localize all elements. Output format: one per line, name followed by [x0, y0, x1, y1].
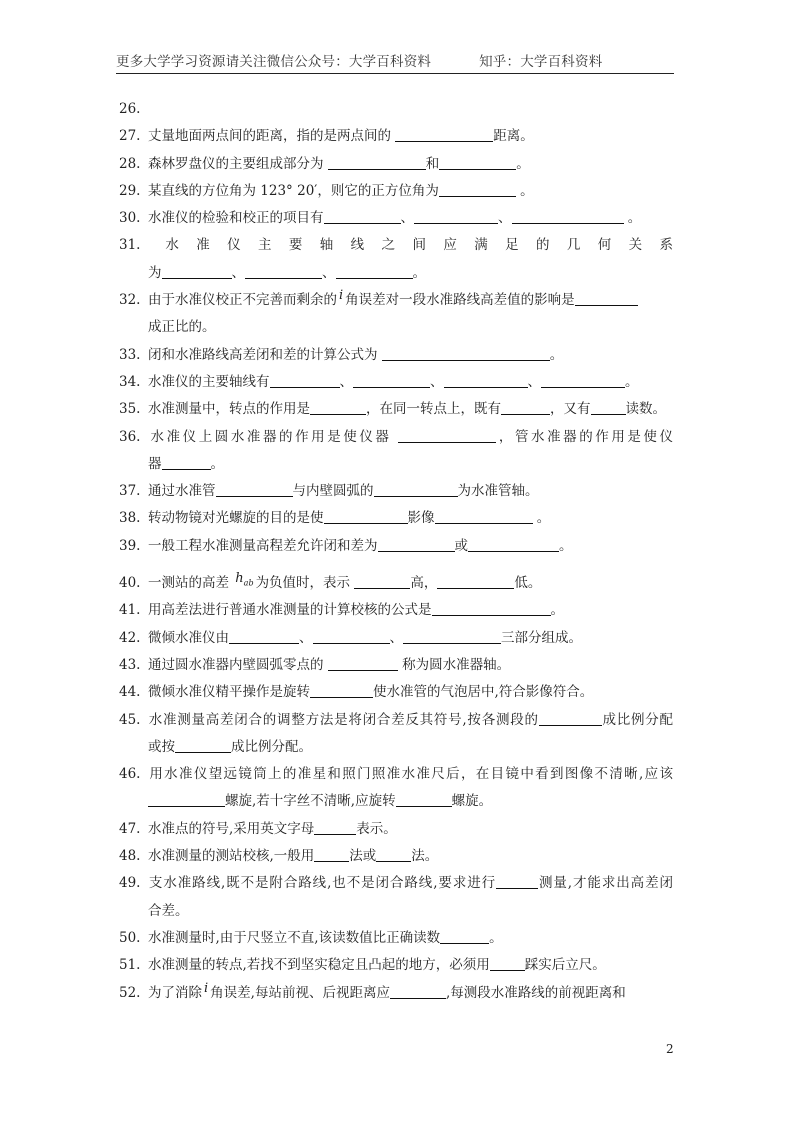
question-number: 51.: [119, 957, 141, 974]
question-text: 、: [231, 264, 245, 281]
question-text: 为了消除: [148, 984, 202, 1001]
question-number: 32.: [119, 292, 141, 309]
question-text: 为: [148, 264, 162, 281]
math-variable: i: [204, 980, 209, 996]
question-number: 43.: [119, 656, 141, 673]
question-text: 合差。: [148, 902, 189, 919]
question-text: 通过圆水准器内壁圆弧零点的: [148, 656, 328, 673]
question-line: [119, 205, 673, 232]
question-line: [119, 816, 673, 843]
question-text: 角误差对一段水准路线高差值的影响是: [345, 292, 575, 309]
question-line: [119, 342, 673, 369]
question-line: [119, 260, 673, 287]
question-line: [119, 178, 673, 205]
question-item: [119, 625, 673, 652]
question-text: 踩实后立尺。: [524, 957, 606, 974]
question-number: 36.: [119, 428, 141, 445]
question-line: [119, 707, 673, 734]
question-text: 影像: [407, 510, 435, 527]
question-text: 法。: [411, 848, 439, 865]
question-number: 28.: [119, 155, 141, 172]
question-text: 使水准管的气泡居中,符合影像符合。: [373, 684, 594, 701]
question-text: 水准仪的主要轴线有: [148, 373, 270, 390]
math-subscript: ab: [243, 578, 254, 588]
question-text: 低。: [514, 575, 542, 592]
answer-blank[interactable]: [148, 792, 225, 807]
question-text: 测量,才能求出高差闭: [538, 875, 673, 892]
question-line: [119, 761, 673, 788]
page-number: 2: [666, 1042, 674, 1056]
question-number: 34.: [119, 373, 141, 390]
question-line: [119, 369, 673, 396]
question-item: [119, 570, 673, 597]
question-text: 器: [148, 455, 162, 472]
question-text: 、: [498, 210, 512, 227]
answer-blank[interactable]: [539, 711, 602, 726]
question-text: 法或: [349, 848, 377, 865]
question-item: [119, 652, 673, 679]
answer-blank[interactable]: [314, 847, 349, 862]
answer-blank[interactable]: [162, 455, 211, 470]
answer-blank[interactable]: [439, 182, 516, 197]
answer-blank[interactable]: [314, 820, 356, 835]
question-text: 成比例分配: [601, 711, 673, 728]
question-line: [119, 570, 673, 597]
answer-blank[interactable]: [435, 509, 533, 524]
question-line: [119, 505, 673, 532]
question-line: [119, 980, 673, 1007]
question-text: 、: [299, 629, 313, 646]
question-line: [119, 533, 673, 560]
answer-blank[interactable]: [216, 482, 293, 497]
answer-blank[interactable]: [310, 683, 373, 698]
question-text: 一测站的高差: [148, 575, 234, 592]
answer-blank[interactable]: [324, 509, 408, 524]
question-item: [119, 96, 673, 123]
question-text: 或: [454, 537, 468, 554]
question-line: [119, 843, 673, 870]
question-line: [119, 679, 673, 706]
question-number: 44.: [119, 684, 141, 701]
answer-blank[interactable]: [390, 984, 446, 999]
question-item: [119, 816, 673, 843]
question-text: 与内壁圆弧的: [292, 483, 374, 500]
question-text: 通过水准管: [148, 483, 216, 500]
page-header: [116, 50, 602, 70]
answer-blank[interactable]: [229, 629, 299, 644]
question-line: [119, 96, 673, 123]
question-text: 读数。: [625, 401, 666, 418]
question-number: 31.: [119, 237, 141, 254]
question-text: 森林罗盘仪的主要组成部分为: [148, 155, 328, 172]
question-item: [119, 980, 673, 1007]
question-number: 37.: [119, 483, 141, 500]
answer-blank[interactable]: [414, 209, 498, 224]
question-line: [119, 451, 673, 478]
spacer: [119, 560, 673, 570]
question-number: 38.: [119, 510, 141, 527]
question-text: 水准点的符号,采用英文字母: [148, 820, 315, 837]
answer-blank[interactable]: [501, 400, 550, 415]
question-text: 称为圆水准器轴。: [397, 656, 511, 673]
question-text: 成比例分配。: [231, 738, 312, 755]
answer-blank[interactable]: [162, 264, 232, 279]
answer-blank[interactable]: [382, 346, 550, 361]
question-item: [119, 925, 673, 952]
question-number: 30.: [119, 210, 141, 227]
question-text: 。: [550, 602, 564, 619]
answer-blank[interactable]: [403, 629, 501, 644]
answer-blank[interactable]: [512, 209, 624, 224]
answer-blank[interactable]: [378, 537, 455, 552]
question-text: ,每测段水准路线的前视距离和: [445, 984, 626, 1001]
question-item: [119, 151, 673, 178]
question-text: 螺旋。: [451, 793, 493, 810]
question-text: 、: [389, 629, 403, 646]
question-list: [119, 96, 673, 1007]
answer-blank[interactable]: [175, 738, 231, 753]
question-item: [119, 843, 673, 870]
question-line: [119, 734, 673, 761]
question-number: 40.: [119, 575, 141, 592]
question-text: 水准测量中，转点的作用是: [148, 401, 310, 418]
header-right-text: 知乎：大学百科资料: [479, 54, 603, 70]
question-text: 用水准仪望远镜筒上的准星和照门照准水准尺后，在目镜中看到图像不清晰,应该: [148, 766, 673, 783]
question-text: 、: [339, 373, 353, 390]
question-text: 或按: [148, 738, 175, 755]
question-line: [119, 788, 673, 815]
question-text: 水准仪上圆水准器的作用是使仪器: [148, 428, 399, 445]
question-number: 29.: [119, 182, 141, 199]
question-text: ，管水准器的作用是使仪: [496, 428, 673, 445]
question-text: 三部分组成。: [501, 629, 582, 646]
question-item: [119, 505, 673, 532]
question-text: 角误差,每站前视、后视距离应: [210, 984, 390, 1001]
question-item: [119, 761, 673, 816]
question-text: 、: [430, 373, 444, 390]
answer-blank[interactable]: [328, 656, 398, 671]
question-text: 水准仪的检验和校正的项目有: [148, 210, 324, 227]
answer-blank[interactable]: [575, 291, 638, 306]
question-item: [119, 870, 673, 925]
answer-blank[interactable]: [374, 482, 458, 497]
question-item: [119, 369, 673, 396]
answer-blank[interactable]: [396, 792, 452, 807]
answer-blank[interactable]: [324, 209, 401, 224]
question-text: 为负值时，表示: [255, 575, 355, 592]
question-number: 47.: [119, 820, 141, 837]
question-number: 45.: [119, 711, 141, 728]
question-number: 49.: [119, 875, 141, 892]
question-number: 52.: [119, 984, 141, 1001]
question-item: [119, 533, 673, 560]
question-item: [119, 232, 673, 287]
question-line: [119, 151, 673, 178]
question-item: [119, 396, 673, 423]
question-text: 微倾水准仪由: [148, 629, 229, 646]
question-text: 螺旋,若十字丝不清晰,应旋转: [225, 793, 396, 810]
question-text: 表示。: [356, 820, 397, 837]
question-number: 39.: [119, 537, 141, 554]
question-item: [119, 287, 673, 342]
question-item: [119, 205, 673, 232]
answer-blank[interactable]: [496, 874, 538, 889]
question-line: [119, 123, 673, 150]
answer-blank[interactable]: [395, 127, 493, 142]
question-number: 27.: [119, 128, 141, 145]
question-number: 48.: [119, 848, 141, 865]
question-number: 26.: [119, 101, 141, 117]
question-number: 46.: [119, 766, 141, 783]
answer-blank[interactable]: [328, 155, 426, 170]
question-text: 距离。: [493, 128, 534, 145]
question-text: 。: [623, 210, 642, 227]
question-text: 为水准管轴。: [457, 483, 539, 500]
question-text: 成正比的。: [148, 319, 216, 336]
answer-blank[interactable]: [354, 574, 410, 589]
question-text: 。: [489, 929, 503, 946]
question-text: 。: [625, 373, 639, 390]
answer-blank[interactable]: [444, 373, 528, 388]
question-line: [119, 925, 673, 952]
question-text: 水准测量的测站校核,一般用: [148, 848, 315, 865]
question-text: ，在同一转点上，既有: [366, 401, 501, 418]
question-item: [119, 424, 673, 479]
answer-blank[interactable]: [432, 601, 551, 616]
answer-blank[interactable]: [398, 428, 496, 443]
question-number: 41.: [119, 602, 141, 619]
answer-blank[interactable]: [353, 373, 430, 388]
question-text: 、: [527, 373, 541, 390]
question-item: [119, 597, 673, 624]
question-text: 水准测量时,由于尺竖立不直,该读数值比正确读数: [148, 929, 441, 946]
answer-blank[interactable]: [245, 264, 322, 279]
answer-blank[interactable]: [313, 629, 390, 644]
question-text: 水准仪主要轴线之间应满足的几何关系: [148, 237, 673, 254]
question-line: [119, 597, 673, 624]
question-line: [119, 232, 673, 259]
question-item: [119, 478, 673, 505]
question-text: 。: [412, 264, 426, 281]
question-number: 33.: [119, 346, 141, 363]
question-item: [119, 952, 673, 979]
question-text: 支水准路线,既不是附合路线,也不是闭合路线,要求进行: [148, 875, 497, 892]
answer-blank[interactable]: [541, 373, 625, 388]
question-line: [119, 478, 673, 505]
question-line: [119, 314, 673, 341]
question-number: 35.: [119, 401, 141, 418]
question-text: 。: [549, 346, 564, 363]
question-text: 、: [322, 264, 336, 281]
answer-blank[interactable]: [376, 847, 411, 862]
question-text: ，又有: [550, 401, 591, 418]
question-text: 用高差法进行普通水准测量的计算校核的公式是: [148, 602, 432, 619]
question-text: 、: [400, 210, 414, 227]
question-text: 由于水准仪校正不完善而剩余的: [148, 292, 337, 309]
question-text: 。: [210, 455, 224, 472]
question-item: [119, 707, 673, 762]
question-text: 转动物镜对光螺旋的目的是使: [148, 510, 324, 527]
question-text: 微倾水准仪精平操作是旋转: [148, 684, 310, 701]
question-line: [119, 652, 673, 679]
question-item: [119, 679, 673, 706]
question-line: [119, 870, 673, 897]
question-line: [119, 952, 673, 979]
question-text: 高，: [410, 575, 438, 592]
question-text: 某直线的方位角为 123° 20′，则它的正方位角为: [148, 182, 439, 199]
question-item: [119, 123, 673, 150]
question-number: 50.: [119, 929, 141, 946]
answer-blank[interactable]: [437, 574, 514, 589]
header-rule: [116, 73, 674, 74]
question-text: 水准测量高差闭合的调整方法是将闭合差反其符号,按各测段的: [148, 711, 539, 728]
math-variable: i: [339, 288, 344, 304]
answer-blank[interactable]: [440, 929, 489, 944]
answer-blank[interactable]: [336, 264, 413, 279]
question-text: 。: [559, 537, 573, 554]
answer-blank[interactable]: [310, 400, 366, 415]
answer-blank[interactable]: [270, 373, 340, 388]
answer-blank[interactable]: [439, 155, 516, 170]
question-text: 。: [532, 510, 551, 527]
question-text: 丈量地面两点间的距离，指的是两点间的: [148, 128, 396, 145]
question-line: [119, 625, 673, 652]
question-line: [119, 287, 673, 314]
question-text: 一般工程水准测量高程差允许闭和差为: [148, 537, 378, 554]
question-text: 。: [516, 155, 530, 172]
question-number: 42.: [119, 629, 141, 646]
question-text: 水准测量的转点,若找不到坚实稳定且凸起的地方，必须用: [148, 957, 490, 974]
answer-blank[interactable]: [591, 400, 626, 415]
question-item: [119, 342, 673, 369]
question-text: 闭和水准路线高差闭和差的计算公式为: [148, 346, 382, 363]
answer-blank[interactable]: [490, 956, 525, 971]
header-left-text: 更多大学学习资源请关注微信公众号：大学百科资料: [116, 54, 432, 70]
question-line: [119, 898, 673, 925]
question-item: [119, 178, 673, 205]
answer-blank[interactable]: [468, 537, 559, 552]
question-text: 和: [425, 155, 440, 172]
question-text: 。: [515, 182, 534, 199]
question-line: [119, 396, 673, 423]
math-variable: $h_{ab}$: [235, 571, 254, 588]
question-line: [119, 424, 673, 451]
